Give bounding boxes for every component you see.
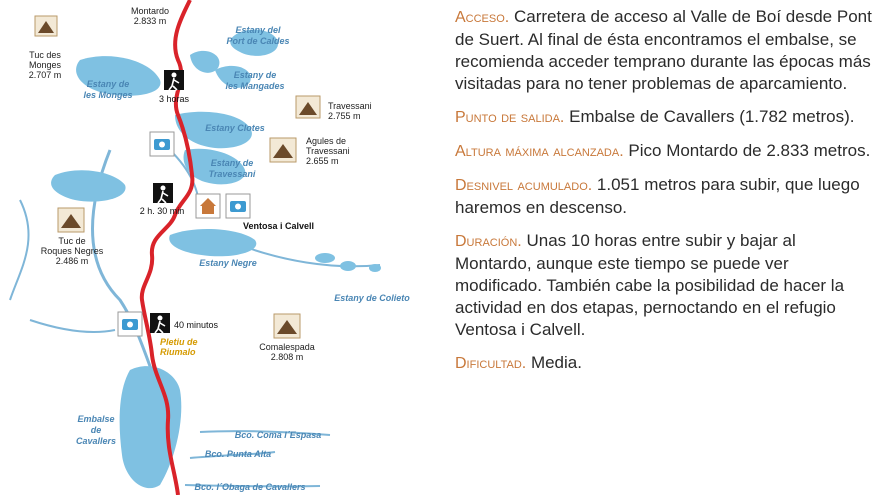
camera-icon [150, 132, 174, 156]
info-item [455, 106, 875, 129]
info-text: 1.051 metros para subir, que luego haremos en descenso. [455, 175, 860, 217]
peak-icon [35, 16, 57, 36]
info-term: Altura máxima alcanzada. [455, 143, 624, 160]
lake-label: Estany de les Mangades [225, 70, 285, 91]
info-term: Desnivel acumulado. [455, 177, 593, 194]
stream-label: Bco. l´Obaga de Cavallers [194, 482, 306, 492]
info-item [455, 230, 875, 341]
info-text: Carretera de acceso al Valle de Boí desde Pont de Suert. Al final de ésta encontramos el embalse, se recomienda acceder temprano durante las épocas más visitadas para no tener problemas de aparcamiento. [455, 7, 872, 93]
info-item [455, 6, 875, 95]
lake-label: Estany Clotes [205, 123, 265, 133]
info-term: Duración. [455, 233, 522, 250]
info-term: Punto de salida. [455, 109, 565, 126]
lake-label: Estany Negre [199, 258, 257, 268]
info-text: Pico Montardo de 2.833 metros. [623, 141, 871, 160]
time-label: 40 minutos [174, 320, 219, 330]
lake [51, 170, 125, 201]
peak-icon [274, 314, 300, 338]
camera-icon [118, 312, 142, 336]
camera-icon [226, 194, 250, 218]
stream [30, 320, 115, 332]
refuge-label: Ventosa i Calvell [243, 221, 315, 231]
lake-label: Embalse de Cavallers [75, 414, 117, 446]
stream-label: Bco. Coma l´Espasa [234, 430, 322, 440]
refuge-icon [196, 194, 220, 218]
place-label: Pletiu de Riumalo [160, 337, 198, 357]
peak-icon [58, 208, 84, 232]
info-item [455, 352, 875, 375]
lake-label: Estany del Port de Caldes [226, 25, 290, 46]
info-text: Unas 10 horas entre subir y bajar al Montardo, aunque este tiempo se puede ver modificado. También cabe la posibilidad de hacer la actividad en dos etapas, pernoctando en el refugio Ventosa i Calvell. [455, 231, 845, 339]
peak-label: Tuc des Monges 2.707 m [28, 50, 62, 80]
peak-icon [296, 96, 320, 118]
peak-label: Montardo 2.833 m [130, 6, 170, 26]
lake [169, 229, 256, 256]
info-term: Acceso. [455, 9, 510, 26]
info-text: Media. [526, 353, 582, 372]
stream [10, 200, 29, 300]
peak-icon [270, 138, 296, 162]
info-term: Dificultad. [455, 355, 527, 372]
lake-label: Estany de les Monges [83, 79, 133, 100]
peak-label: Tuc de Roques Negres 2.486 m [40, 236, 104, 266]
trail-map [0, 0, 420, 495]
lake [340, 261, 356, 271]
time-label: 3 horas [158, 94, 190, 104]
stream-label: Bco. Punta Alta [204, 449, 272, 459]
lake-label: Estany de Travessani [208, 158, 256, 179]
hiker-icon [153, 183, 173, 203]
peak-label: Agules de Travessani 2.655 m [306, 136, 350, 166]
hiker-icon [164, 70, 184, 90]
stream [240, 245, 380, 266]
lake-label: Estany de Colieto [334, 293, 410, 303]
lake [315, 253, 335, 263]
info-text: Embalse de Cavallers (1.782 metros). [564, 107, 855, 126]
peak-label: Travessani 2.755 m [328, 101, 372, 121]
lake [190, 51, 219, 73]
info-item [455, 174, 875, 219]
lake [369, 264, 381, 272]
peak-label: Comalespada 2.808 m [259, 342, 315, 362]
time-label: 2 h. 30 min [139, 206, 185, 216]
info-item [455, 140, 875, 163]
route-info [455, 6, 875, 386]
hiker-icon [150, 313, 170, 333]
